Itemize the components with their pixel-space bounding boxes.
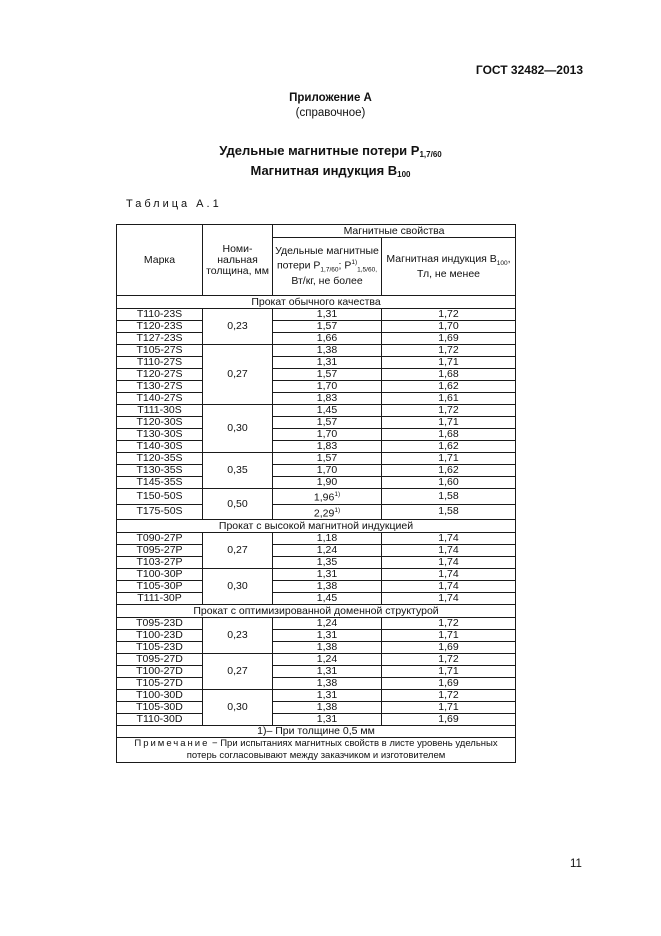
cell-mark: Т111-30Р [117, 593, 203, 605]
cell-thickness: 0,30 [203, 690, 273, 726]
cell-induction: 1,74 [382, 593, 516, 605]
table-row [117, 678, 516, 690]
cell-mark: Т100-30D [117, 690, 203, 702]
cell-mark: Т175-50S [117, 504, 203, 520]
cell-induction: 1,62 [382, 465, 516, 477]
cell-specific-loss: 1,38 [273, 345, 382, 357]
table-row [117, 465, 516, 477]
annex-heading [0, 91, 661, 121]
cell-specific-loss: 1,45 [273, 593, 382, 605]
annex-subtitle: (справочное) [295, 107, 366, 119]
cell-thickness: 0,30 [203, 569, 273, 605]
cell-thickness: 0,27 [203, 533, 273, 569]
cell-mark: Т105-30Р [117, 581, 203, 593]
table-caption: Таблица А.1 [126, 198, 222, 210]
cell-mark: Т105-27D [117, 678, 203, 690]
cell-thickness: 0,30 [203, 405, 273, 453]
cell-specific-loss: 1,24 [273, 545, 382, 557]
cell-specific-loss: 1,38 [273, 678, 382, 690]
cell-induction: 1,74 [382, 581, 516, 593]
cell-specific-loss: 1,70 [273, 465, 382, 477]
cell-specific-loss: 1,57 [273, 417, 382, 429]
cell-specific-loss: 1,57 [273, 369, 382, 381]
cell-mark: Т100-30Р [117, 569, 203, 581]
cell-mark: Т145-35S [117, 477, 203, 489]
cell-mark: Т110-23S [117, 309, 203, 321]
cell-specific-loss: 1,31 [273, 309, 382, 321]
header-induction: Магнитная индукция $В_{100}$, Тл, не менее [382, 238, 516, 296]
cell-specific-loss: 1,57 [273, 453, 382, 465]
table-row [117, 630, 516, 642]
cell-induction: 1,71 [382, 357, 516, 369]
cell-thickness: 0,27 [203, 654, 273, 690]
cell-induction: 1,71 [382, 630, 516, 642]
table-row [117, 357, 516, 369]
note-lead: Примечание [134, 738, 210, 749]
cell-induction: 1,72 [382, 654, 516, 666]
title-line-1: Удельные магнитные потери $Р_{1,7/60}$ [219, 143, 442, 159]
table-row [117, 309, 516, 321]
cell-induction: 1,74 [382, 545, 516, 557]
cell-induction: 1,71 [382, 666, 516, 678]
cell-induction: 1,72 [382, 690, 516, 702]
cell-specific-loss: 1,96$^{1)}$ [273, 489, 382, 505]
page-number: 11 [570, 858, 582, 870]
cell-induction: 1,71 [382, 417, 516, 429]
cell-specific-loss: 1,31 [273, 714, 382, 726]
cell-mark: Т100-23D [117, 630, 203, 642]
cell-mark: Т120-27S [117, 369, 203, 381]
cell-induction: 1,72 [382, 309, 516, 321]
table-row [117, 369, 516, 381]
cell-mark: Т095-27Р [117, 545, 203, 557]
cell-thickness: 0,27 [203, 345, 273, 405]
cell-specific-loss: 2,29$^{1)}$ [273, 504, 382, 520]
cell-thickness: 0,50 [203, 489, 273, 520]
section-title: Прокат с высокой магнитной индукцией [117, 520, 516, 533]
cell-mark: Т120-23S [117, 321, 203, 333]
cell-mark: Т150-50S [117, 489, 203, 505]
footnote-row [117, 726, 516, 738]
cell-induction: 1,69 [382, 714, 516, 726]
table-row [117, 333, 516, 345]
cell-specific-loss: 1,70 [273, 381, 382, 393]
cell-mark: Т140-27S [117, 393, 203, 405]
table-row [117, 504, 516, 520]
cell-induction: 1,69 [382, 678, 516, 690]
cell-mark: Т100-27D [117, 666, 203, 678]
table-row [117, 441, 516, 453]
standard-number: ГОСТ 32482—2013 [475, 63, 583, 77]
cell-specific-loss: 1,35 [273, 557, 382, 569]
cell-induction: 1,61 [382, 393, 516, 405]
cell-specific-loss: 1,18 [273, 533, 382, 545]
cell-induction: 1,58 [382, 489, 516, 505]
document-title [0, 143, 661, 183]
section-row [117, 296, 516, 309]
cell-specific-loss: 1,24 [273, 618, 382, 630]
cell-mark: Т105-23D [117, 642, 203, 654]
note-text: − При испытаниях магнитных свойств в листе уровень удельных потерь согласовывают между заказчиком и изготовителем [186, 738, 498, 761]
title-line-2: Магнитная индукция $В_{100}$ [250, 163, 411, 179]
table-row [117, 345, 516, 357]
cell-induction: 1,71 [382, 453, 516, 465]
cell-induction: 1,58 [382, 504, 516, 520]
table-row [117, 429, 516, 441]
cell-mark: Т110-30D [117, 714, 203, 726]
cell-mark: Т120-30S [117, 417, 203, 429]
header-thickness: Номи-нальная толщина, мм [203, 225, 273, 296]
cell-induction: 1,72 [382, 618, 516, 630]
table-row [117, 702, 516, 714]
table-row [117, 714, 516, 726]
cell-mark: Т095-27D [117, 654, 203, 666]
cell-induction: 1,68 [382, 429, 516, 441]
cell-induction: 1,69 [382, 333, 516, 345]
note-row [117, 738, 516, 763]
cell-mark: Т120-35S [117, 453, 203, 465]
cell-induction: 1,74 [382, 569, 516, 581]
table-row [117, 618, 516, 630]
cell-induction: 1,74 [382, 557, 516, 569]
cell-specific-loss: 1,83 [273, 441, 382, 453]
cell-mark: Т130-30S [117, 429, 203, 441]
table-row [117, 642, 516, 654]
table-row [117, 417, 516, 429]
cell-specific-loss: 1,31 [273, 569, 382, 581]
table-row [117, 405, 516, 417]
cell-thickness: 0,35 [203, 453, 273, 489]
cell-specific-loss: 1,31 [273, 666, 382, 678]
cell-specific-loss: 1,31 [273, 690, 382, 702]
section-row [117, 520, 516, 533]
table-row [117, 545, 516, 557]
header-magnetic-props: Магнитные свойства [273, 225, 516, 238]
cell-mark: Т127-23S [117, 333, 203, 345]
cell-specific-loss: 1,38 [273, 642, 382, 654]
cell-mark: Т090-27Р [117, 533, 203, 545]
cell-induction: 1,68 [382, 369, 516, 381]
table-row [117, 569, 516, 581]
table-row [117, 690, 516, 702]
cell-induction: 1,72 [382, 405, 516, 417]
cell-specific-loss: 1,38 [273, 581, 382, 593]
cell-induction: 1,62 [382, 441, 516, 453]
section-title: Прокат с оптимизированной доменной структурой [117, 605, 516, 618]
header-marka: Марка [117, 225, 203, 296]
cell-induction: 1,74 [382, 533, 516, 545]
cell-induction: 1,72 [382, 345, 516, 357]
cell-induction: 1,62 [382, 381, 516, 393]
cell-induction: 1,71 [382, 702, 516, 714]
cell-specific-loss: 1,90 [273, 477, 382, 489]
table-row [117, 321, 516, 333]
cell-specific-loss: 1,31 [273, 630, 382, 642]
cell-specific-loss: 1,70 [273, 429, 382, 441]
cell-thickness: 0,23 [203, 618, 273, 654]
cell-induction: 1,70 [382, 321, 516, 333]
table-row [117, 381, 516, 393]
cell-mark: Т130-35S [117, 465, 203, 477]
footnote: 1)– При толщине 0,5 мм [117, 726, 516, 738]
cell-specific-loss: 1,66 [273, 333, 382, 345]
cell-mark: Т110-27S [117, 357, 203, 369]
table-row [117, 581, 516, 593]
cell-mark: Т111-30S [117, 405, 203, 417]
table-row [117, 453, 516, 465]
table-row [117, 533, 516, 545]
cell-mark: Т140-30S [117, 441, 203, 453]
cell-mark: Т095-23D [117, 618, 203, 630]
cell-mark: Т105-27S [117, 345, 203, 357]
table-row [117, 654, 516, 666]
table-row [117, 393, 516, 405]
table-row [117, 557, 516, 569]
cell-induction: 1,69 [382, 642, 516, 654]
cell-specific-loss: 1,24 [273, 654, 382, 666]
table-row [117, 489, 516, 505]
table-row [117, 666, 516, 678]
cell-specific-loss: 1,45 [273, 405, 382, 417]
cell-mark: Т105-30D [117, 702, 203, 714]
cell-mark: Т130-27S [117, 381, 203, 393]
cell-thickness: 0,23 [203, 309, 273, 345]
header-specific-loss: Удельные магнитные потери $Р_{1,7/60}$; $Р^{1)}_{1,5/60,}$ Вт/кг, не более [273, 238, 382, 296]
properties-table [116, 224, 516, 763]
cell-specific-loss: 1,31 [273, 357, 382, 369]
note [117, 738, 516, 763]
table-row [117, 477, 516, 489]
cell-specific-loss: 1,38 [273, 702, 382, 714]
annex-title: Приложение А [289, 92, 372, 104]
table-row [117, 593, 516, 605]
cell-induction: 1,60 [382, 477, 516, 489]
section-title: Прокат обычного качества [117, 296, 516, 309]
cell-mark: Т103-27Р [117, 557, 203, 569]
section-row [117, 605, 516, 618]
cell-specific-loss: 1,57 [273, 321, 382, 333]
cell-specific-loss: 1,83 [273, 393, 382, 405]
